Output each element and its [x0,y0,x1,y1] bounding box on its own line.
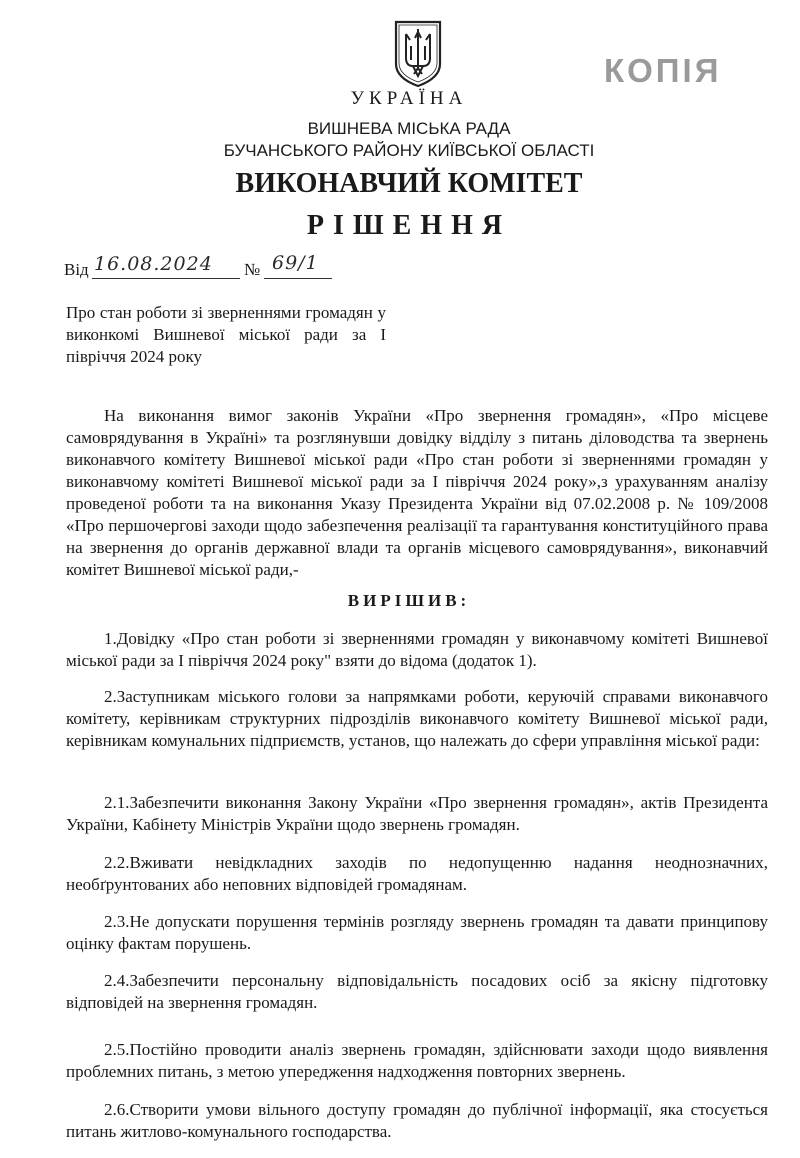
handwritten-number: 69/1 [272,252,319,274]
date-underline [92,278,240,279]
number-label: № [244,260,261,279]
item-2-1: 2.1.Забезпечити виконання Закону України «Про звернення громадян», актів Президента України, Кабінету Міністрів України щодо звернень громадян. [66,793,768,834]
item-2-6: 2.6.Створити умови вільного доступу громадян до публічної інформації, яка стосується питань житлово-комунального господарства. [66,1100,768,1141]
committee-title: ВИКОНАВЧИЙ КОМІТЕТ [235,168,583,199]
number-underline [264,278,332,279]
item-2-4: 2.4.Забезпечити персональну відповідальність посадових осіб за якісну підготовку відповідей на звернення громадян. [66,971,768,1012]
item-1: 1.Довідку «Про стан роботи зі зверненнями громадян у виконавчому комітеті Вишневої міської ради за І півріччя 2024 року" взяти до відома (додаток 1). [66,629,768,670]
country-title: УКРАЇНА [350,88,468,109]
date-number-line [64,252,464,285]
council-line-2: БУЧАНСЬКОГО РАЙОНУ КИЇВСЬКОЇ ОБЛАСТІ [223,141,595,160]
coat-of-arms-icon [393,20,443,88]
document-type-title: РІШЕННЯ [306,210,512,241]
council-name [0,118,800,162]
item-2-3: 2.3.Не допускати порушення термінів розгляду звернень громадян та давати принципову оцінку фактам порушень. [66,912,768,953]
resolved-heading: ВИРІШИВ: [347,591,471,610]
council-line-1: ВИШНЕВА МІСЬКА РАДА [307,119,511,138]
item-2-5: 2.5.Постійно проводити аналіз звернень громадян, здійснювати заходи щодо виявлення проблемних питань, з метою упередження надходження повторних звернень. [66,1040,768,1081]
from-label: Від [64,260,89,279]
preamble-paragraph: На виконання вимог законів України «Про звернення громадян», «Про місцеве самоврядування в Україні» та розглянувши довідку відділу з питань діловодства та звернень виконавчого комітету Вишневої міської ради «Про стан роботи зі зверненнями громадян у виконавчому комітеті Вишневої міської ради за І півріччя 2024 року»,з урахуванням аналізу проведеної роботи та на виконання Указу Президента України від 07.02.2008 р. № 109/2008 «Про першочергові заходи щодо забезпечення реалізації та гарантування конституційного права на звернення до органів державної влади та органів місцевого самоврядування», виконавчий комітет Вишневої міської ради,- [66,406,768,579]
copy-stamp: КОПІЯ [604,52,722,89]
item-2: 2.Заступникам міського голови за напрямками роботи, керуючій справами виконавчого комітету, керівникам структурних підрозділів виконавчого комітету Вишневої міської ради, керівникам комунальних підприємств, установ, що належать до сфери управління міської ради: [66,687,768,750]
handwritten-date: 16.08.2024 [94,253,213,275]
item-2-2: 2.2.Вживати невідкладних заходів по недопущенню надання неоднозначних, необґрунтованих або неповних відповідей громадянам. [66,853,768,894]
decision-subject: Про стан роботи зі зверненнями громадян у виконкомі Вишневої міської ради за І півріччя 2024 року [66,303,386,366]
